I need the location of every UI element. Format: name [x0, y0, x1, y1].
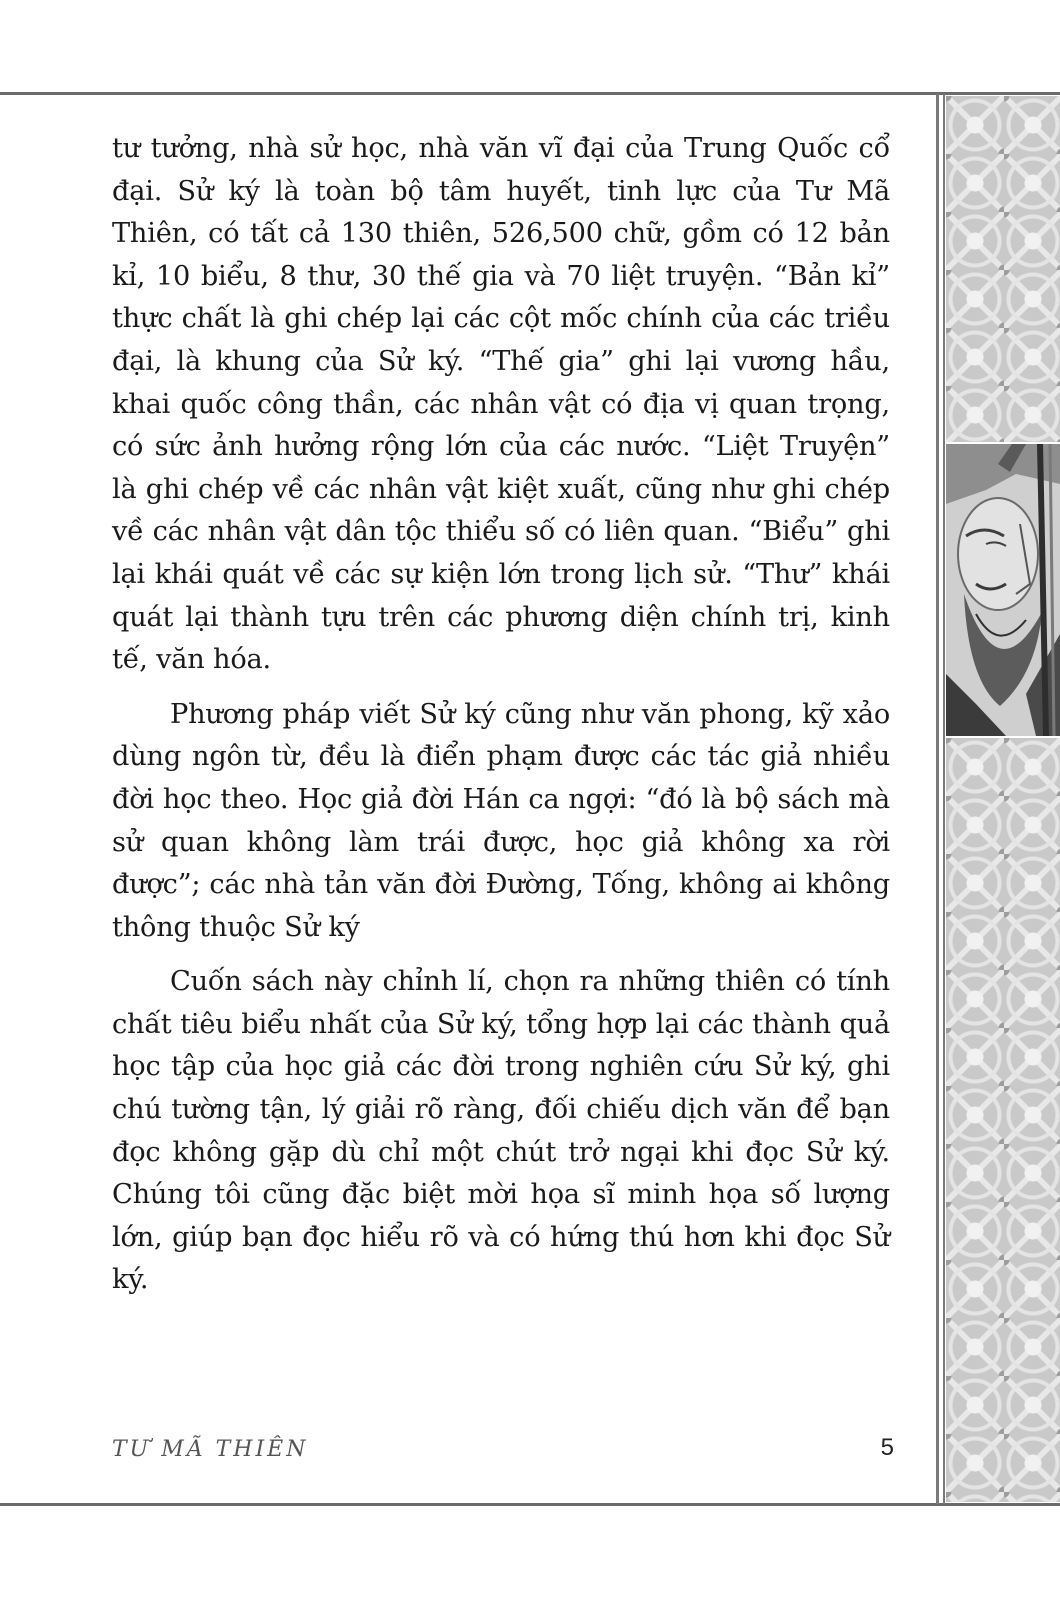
page-number: 5: [880, 1434, 894, 1461]
sidebar-divider-line-inner: [943, 94, 945, 1504]
ornamental-pattern-lower: [946, 738, 1060, 1502]
portrait-illustration: [946, 444, 1060, 736]
paragraph-2: Phương pháp viết Sử ký cũng như văn phong, kỹ xảo dùng ngôn từ, đều là điển phạm được các tác giả nhiều đời học theo. Học giả đời Hán ca ngợi: “đó là bộ sách mà sử quan không làm trái được, học giả không xa rời được”; các nhà tản văn đời Đường, Tống, không ai không thông thuộc Sử ký: [112, 698, 890, 943]
ornamental-pattern-upper: [946, 96, 1060, 442]
paragraph-3: Cuốn sách này chỉnh lí, chọn ra những thiên có tính chất tiêu biểu nhất của Sử ký, tổng hợp lại các thành quả học tập của học giả các đời trong nghiên cứu Sử ký, ghi chú tường tận, lý giải rõ ràng, đối chiếu dịch văn để bạn đọc không gặp dù chỉ một chút trở ngại khi đọc Sử ký. Chúng tôi cũng đặc biệt mời họa sĩ minh họa số lượng lớn, giúp bạn đọc hiểu rõ và có hứng thú hơn khi đọc Sử ký.: [112, 966, 890, 1296]
top-rule: [0, 92, 1060, 95]
body-text: [112, 128, 890, 1314]
bottom-rule: [0, 1503, 1060, 1506]
running-title: TƯ MÃ THIÊN: [112, 1437, 309, 1462]
sidebar-divider-line: [936, 94, 939, 1504]
paragraph-1: tư tưởng, nhà sử học, nhà văn vĩ đại của Trung Quốc cổ đại. Sử ký là toàn bộ tâm huyết, tinh lực của Tư Mã Thiên, có tất cả 130 thiên, 526,500 chữ, gồm có 12 bản kỉ, 10 biểu, 8 thư, 30 thế gia và 70 liệt truyện. “Bản kỉ” thực chất là ghi chép lại các cột mốc chính của các triều đại, là khung của Sử ký. “Thế gia” ghi lại vương hầu, khai quốc công thần, các nhân vật có địa vị quan trọng, có sức ảnh hưởng rộng lớn của các nước. “Liệt Truyện” là ghi chép về các nhân vật kiệt xuất, cũng như ghi chép về các nhân vật dân tộc thiểu số có liên quan. “Biểu” ghi lại khái quát về các sự kiện lớn trong lịch sử. “Thư” khái quát lại thành tựu trên các phương diện chính trị, kinh tế, văn hóa.: [112, 133, 890, 676]
